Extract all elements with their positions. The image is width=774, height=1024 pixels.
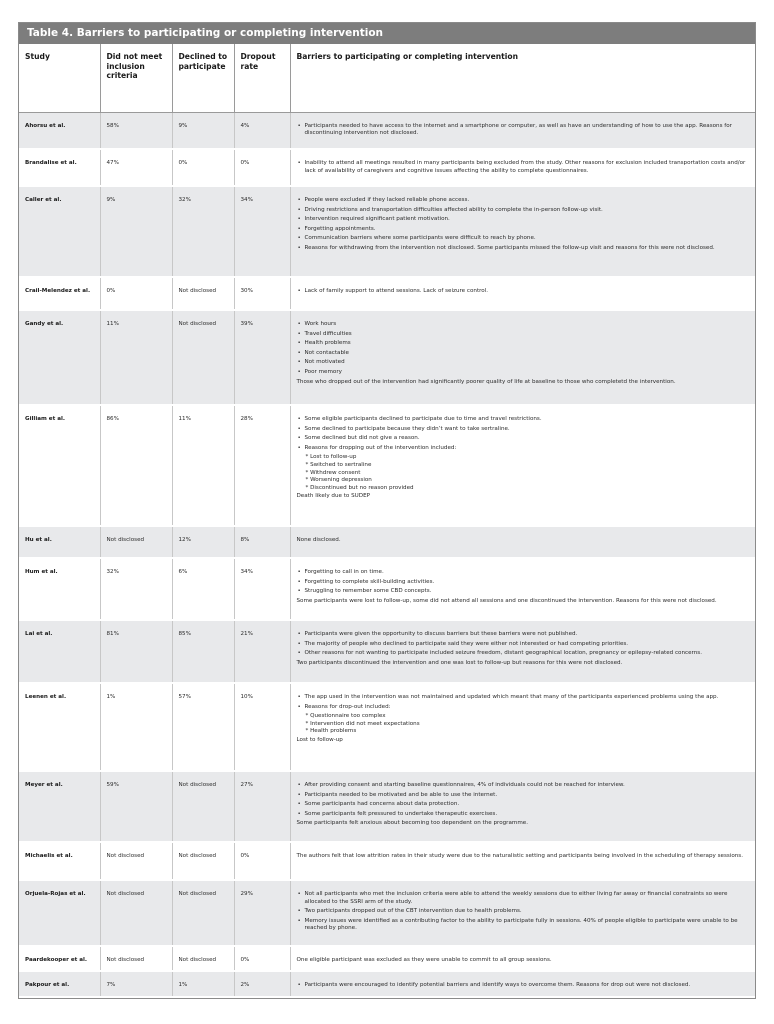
- inclusion-cell: Not disclosed: [100, 526, 172, 558]
- declined-cell: Not disclosed: [172, 946, 234, 971]
- header-study: Study: [19, 44, 100, 112]
- barrier-item: • Other reasons for not wanting to participate included seizure freedom, distant geographical location, pregnancy or epilepsy-related concerns.: [305, 650, 750, 658]
- barrier-list: [297, 197, 750, 253]
- barriers-cell: [290, 946, 755, 971]
- barrier-item: • The majority of people who declined to participate said they were either not interested or had competing priorities.: [305, 641, 750, 649]
- declined-cell: 32%: [172, 186, 234, 277]
- barriers-cell: [290, 842, 755, 880]
- barrier-list: [297, 569, 750, 596]
- barrier-item: • Reasons for withdrawing from the intervention not disclosed. Some participants missed the follow-up visit and reasons for this were not disclosed.: [305, 245, 750, 253]
- barriers-cell: [290, 558, 755, 620]
- barrier-note: Some participants felt anxious about becoming too dependent on the programme.: [296, 820, 529, 827]
- barrier-item: • Reasons for drop-out included:: [305, 704, 750, 712]
- table-body: [19, 112, 755, 997]
- barrier-item: • Two participants dropped out of the CBT intervention due to health problems.: [305, 908, 750, 916]
- dropout-cell: 10%: [234, 683, 290, 771]
- table-row: [19, 946, 755, 971]
- declined-cell: Not disclosed: [172, 277, 234, 310]
- barrier-item: • After providing consent and starting baseline questionnaires, 4% of individuals could not be reached for interview.: [305, 782, 750, 790]
- barrier-subitem: * Intervention did not meet expectations: [305, 720, 420, 727]
- barrier-item: • Travel difficulties: [305, 331, 750, 339]
- barrier-list: [297, 123, 750, 138]
- inclusion-cell: 7%: [100, 971, 172, 997]
- barrier-list: [297, 631, 750, 658]
- barrier-note: Death likely due to SUDEP: [296, 493, 370, 500]
- inclusion-cell: 58%: [100, 112, 172, 149]
- barrier-item: • Some declined to participate because they didn’t want to take sertraline.: [305, 426, 750, 434]
- barrier-list: [297, 160, 750, 175]
- dropout-cell: 0%: [234, 842, 290, 880]
- barrier-item: • Struggling to remember some CBD concepts.: [305, 588, 750, 596]
- declined-cell: 9%: [172, 112, 234, 149]
- dropout-cell: 30%: [234, 277, 290, 310]
- declined-cell: 11%: [172, 405, 234, 526]
- barrier-sublist: [297, 713, 750, 736]
- study-cell: Lai et al.: [19, 620, 100, 683]
- declined-cell: 85%: [172, 620, 234, 683]
- barriers-cell: [290, 149, 755, 186]
- table-row: [19, 526, 755, 558]
- barrier-item: • Forgetting to call in on time.: [305, 569, 750, 577]
- table-row: [19, 558, 755, 620]
- barrier-subitem: * Worsening depression: [305, 477, 372, 484]
- barrier-item: • Participants were given the opportunity to discuss barriers but these barriers were not published.: [305, 631, 750, 639]
- barrier-list: [297, 321, 750, 377]
- study-cell: Orjuela-Rojas et al.: [19, 880, 100, 946]
- dropout-cell: 29%: [234, 880, 290, 946]
- barrier-note: One eligible participant was excluded as they were unable to commit to all group sessions.: [296, 957, 552, 963]
- table-row: [19, 971, 755, 997]
- barrier-list: [297, 288, 750, 296]
- study-cell: Leenen et al.: [19, 683, 100, 771]
- declined-cell: 6%: [172, 558, 234, 620]
- table-row: [19, 880, 755, 946]
- barrier-item: • Intervention required significant patient motivation.: [305, 216, 750, 224]
- table-row: [19, 771, 755, 842]
- barriers-cell: [290, 620, 755, 683]
- table-row: [19, 310, 755, 405]
- dropout-cell: 21%: [234, 620, 290, 683]
- dropout-cell: 28%: [234, 405, 290, 526]
- inclusion-cell: 9%: [100, 186, 172, 277]
- declined-cell: 0%: [172, 149, 234, 186]
- barrier-list: [297, 982, 750, 990]
- barriers-cell: [290, 310, 755, 405]
- barriers-cell: [290, 112, 755, 149]
- inclusion-cell: 59%: [100, 771, 172, 842]
- barriers-cell: [290, 405, 755, 526]
- barrier-subitem: * Questionnaire too complex: [305, 713, 386, 720]
- study-cell: Meyer et al.: [19, 771, 100, 842]
- inclusion-cell: 1%: [100, 683, 172, 771]
- inclusion-cell: 81%: [100, 620, 172, 683]
- barrier-item: • Lack of family support to attend sessions. Lack of seizure control.: [305, 288, 750, 296]
- barrier-note: None disclosed.: [296, 537, 341, 543]
- barrier-note: Lost to follow-up: [296, 736, 343, 743]
- dropout-cell: 34%: [234, 186, 290, 277]
- barrier-item: • Participants were encouraged to identify potential barriers and identify ways to overcome them. Reasons for drop out were not disclosed.: [305, 982, 750, 990]
- barrier-item: • Not all participants who met the inclusion criteria were able to attend the weekly sessions due to either living far away or financial constraints so were allocated to the SSRI arm of the study.: [305, 891, 750, 906]
- dropout-cell: 4%: [234, 112, 290, 149]
- inclusion-cell: Not disclosed: [100, 842, 172, 880]
- study-cell: Hum et al.: [19, 558, 100, 620]
- table-row: [19, 277, 755, 310]
- study-cell: Ahorsu et al.: [19, 112, 100, 149]
- barriers-cell: [290, 771, 755, 842]
- barrier-list: [297, 694, 750, 711]
- header-declined: Declined to participate: [172, 44, 234, 112]
- header-dropout: Dropout rate: [234, 44, 290, 112]
- barrier-item: • Driving restrictions and transportation difficulties affected ability to complete the in-person follow-up visit.: [305, 207, 750, 215]
- study-cell: Paardekooper et al.: [19, 946, 100, 971]
- barrier-item: • Some eligible participants declined to participate due to time and travel restrictions.: [305, 416, 750, 424]
- barriers-cell: [290, 526, 755, 558]
- barrier-subitem: * Switched to sertraline: [305, 461, 372, 468]
- inclusion-cell: Not disclosed: [100, 946, 172, 971]
- table-row: [19, 186, 755, 277]
- barrier-note: Some participants were lost to follow-up, some did not attend all sessions and one discontinued the intervention. Reasons for this were not disclosed.: [296, 597, 717, 604]
- table-row: [19, 683, 755, 771]
- barrier-item: • Participants needed to be motivated and be able to use the internet.: [305, 792, 750, 800]
- declined-cell: 12%: [172, 526, 234, 558]
- barrier-item: • Some participants had concerns about data protection.: [305, 801, 750, 809]
- inclusion-cell: 32%: [100, 558, 172, 620]
- barrier-note: Two participants discontinued the intervention and one was lost to follow-up but reasons for this were not disclosed.: [296, 659, 623, 666]
- barrier-item: • Not motivated: [305, 359, 750, 367]
- barrier-item: • Participants needed to have access to the internet and a smartphone or computer, as well as have an understanding of how to use the app. Reasons for discontinuing intervention not disclosed.: [305, 123, 750, 138]
- barrier-subitem: * Withdrew consent: [305, 469, 361, 476]
- study-cell: Hu et al.: [19, 526, 100, 558]
- table-row: [19, 842, 755, 880]
- declined-cell: 57%: [172, 683, 234, 771]
- barriers-cell: [290, 186, 755, 277]
- inclusion-cell: 0%: [100, 277, 172, 310]
- dropout-cell: 39%: [234, 310, 290, 405]
- barriers-cell: [290, 880, 755, 946]
- table-header-row: [19, 44, 755, 112]
- dropout-cell: 27%: [234, 771, 290, 842]
- declined-cell: Not disclosed: [172, 842, 234, 880]
- declined-cell: Not disclosed: [172, 310, 234, 405]
- barrier-note: Those who dropped out of the intervention had significantly poorer quality of life at baseline to those who completetd the intervention.: [296, 378, 676, 385]
- barrier-sublist: [297, 454, 750, 492]
- barrier-item: • Poor memory: [305, 369, 750, 377]
- barrier-list: [297, 891, 750, 933]
- declined-cell: Not disclosed: [172, 880, 234, 946]
- barrier-item: • Work hours: [305, 321, 750, 329]
- barrier-item: • People were excluded if they lacked reliable phone access.: [305, 197, 750, 205]
- header-barriers: Barriers to participating or completing intervention: [290, 44, 755, 112]
- header-inclusion: Did not meet inclusion criteria: [100, 44, 172, 112]
- barriers-cell: [290, 277, 755, 310]
- barriers-table: [19, 44, 755, 998]
- inclusion-cell: 11%: [100, 310, 172, 405]
- study-cell: Michaelis et al.: [19, 842, 100, 880]
- barrier-subitem: * Discontinued but no reason provided: [305, 484, 414, 491]
- declined-cell: Not disclosed: [172, 771, 234, 842]
- dropout-cell: 2%: [234, 971, 290, 997]
- inclusion-cell: 86%: [100, 405, 172, 526]
- barrier-item: • Memory issues were identified as a contributing factor to the ability to participate fully in sessions. 40% of people eligible to participate were unable to be reached by phone.: [305, 918, 750, 933]
- barrier-item: • Forgetting appointments.: [305, 226, 750, 234]
- barrier-item: • Some declined but did not give a reason.: [305, 435, 750, 443]
- inclusion-cell: Not disclosed: [100, 880, 172, 946]
- study-cell: Caller et al.: [19, 186, 100, 277]
- dropout-cell: 34%: [234, 558, 290, 620]
- table-row: [19, 112, 755, 149]
- barrier-item: • Forgetting to complete skill-building activities.: [305, 579, 750, 587]
- barrier-item: • Some participants felt pressured to undertake therapeutic exercises.: [305, 811, 750, 819]
- barrier-item: • Health problems: [305, 340, 750, 348]
- study-cell: Pakpour et al.: [19, 971, 100, 997]
- barrier-note: The authors felt that low attrition rates in their study were due to the naturalistic setting and participants being involved in the scheduling of therapy sessions.: [296, 853, 743, 859]
- study-cell: Gilliam et al.: [19, 405, 100, 526]
- study-cell: Brandalise et al.: [19, 149, 100, 186]
- barrier-item: • Communication barriers where some participants were difficult to reach by phone.: [305, 235, 750, 243]
- dropout-cell: 0%: [234, 149, 290, 186]
- barrier-subitem: * Lost to follow-up: [305, 454, 357, 461]
- barrier-list: [297, 416, 750, 452]
- barrier-item: • Not contactable: [305, 350, 750, 358]
- table-title: Table 4. Barriers to participating or completing intervention: [19, 23, 755, 44]
- barriers-table-panel: [18, 22, 756, 999]
- barrier-item: • The app used in the intervention was not maintained and updated which meant that many of the participants experienced problems using the app.: [305, 694, 750, 702]
- study-cell: Crail-Melendez et al.: [19, 277, 100, 310]
- inclusion-cell: 47%: [100, 149, 172, 186]
- barrier-list: [297, 782, 750, 818]
- table-row: [19, 620, 755, 683]
- barrier-item: • Reasons for dropping out of the intervention included:: [305, 445, 750, 453]
- declined-cell: 1%: [172, 971, 234, 997]
- table-row: [19, 149, 755, 186]
- barrier-subitem: * Health problems: [305, 728, 357, 735]
- barriers-cell: [290, 971, 755, 997]
- barrier-item: • Inability to attend all meetings resulted in many participants being excluded from the study. Other reasons for exclusion included transportation costs and/or lack of availability of caregivers and cognitive issues affecting the ability to complete questionnaires.: [305, 160, 750, 175]
- dropout-cell: 0%: [234, 946, 290, 971]
- barriers-cell: [290, 683, 755, 771]
- dropout-cell: 8%: [234, 526, 290, 558]
- study-cell: Gandy et al.: [19, 310, 100, 405]
- table-row: [19, 405, 755, 526]
